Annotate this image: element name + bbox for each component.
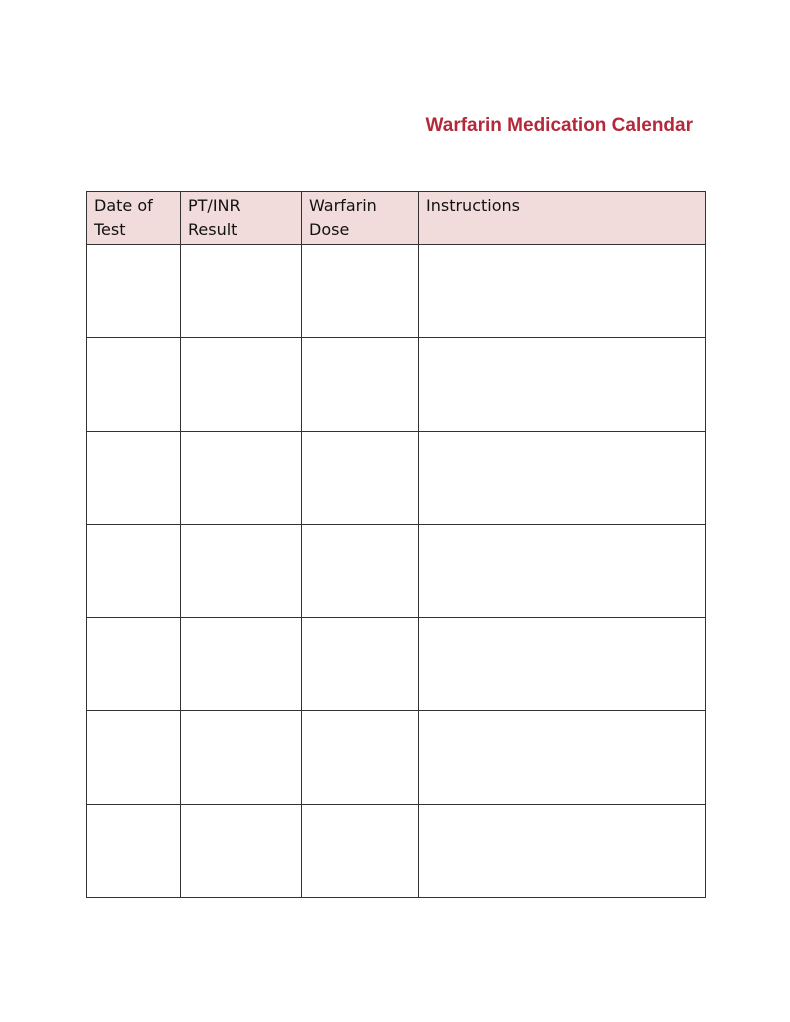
instructions-cell <box>419 245 706 338</box>
instructions-cell <box>419 524 706 617</box>
header-warfarin-dose: Warfarin Dose <box>302 192 419 245</box>
dose-cell <box>302 245 419 338</box>
date-cell <box>87 245 181 338</box>
date-cell <box>87 711 181 804</box>
pt-inr-cell <box>181 804 302 897</box>
dose-cell <box>302 711 419 804</box>
date-cell <box>87 804 181 897</box>
instructions-cell <box>419 804 706 897</box>
pt-inr-cell <box>181 431 302 524</box>
dose-cell <box>302 338 419 431</box>
pt-inr-cell <box>181 524 302 617</box>
medication-calendar-table <box>86 191 706 898</box>
instructions-cell <box>419 431 706 524</box>
pt-inr-cell <box>181 245 302 338</box>
date-cell <box>87 524 181 617</box>
date-cell <box>87 338 181 431</box>
table-header-row <box>87 192 706 245</box>
pt-inr-cell <box>181 338 302 431</box>
date-cell <box>87 431 181 524</box>
table-row <box>87 524 706 617</box>
table-row <box>87 804 706 897</box>
header-date-of-test: Date of Test <box>87 192 181 245</box>
pt-inr-cell <box>181 711 302 804</box>
table-row <box>87 618 706 711</box>
instructions-cell <box>419 338 706 431</box>
dose-cell <box>302 431 419 524</box>
dose-cell <box>302 618 419 711</box>
instructions-cell <box>419 711 706 804</box>
table-row <box>87 338 706 431</box>
table-row <box>87 431 706 524</box>
instructions-cell <box>419 618 706 711</box>
date-cell <box>87 618 181 711</box>
page-title: Warfarin Medication Calendar <box>425 115 693 136</box>
header-instructions: Instructions <box>419 192 706 245</box>
pt-inr-cell <box>181 618 302 711</box>
table-row <box>87 245 706 338</box>
dose-cell <box>302 524 419 617</box>
dose-cell <box>302 804 419 897</box>
header-pt-inr-result: PT/INR Result <box>181 192 302 245</box>
table-row <box>87 711 706 804</box>
